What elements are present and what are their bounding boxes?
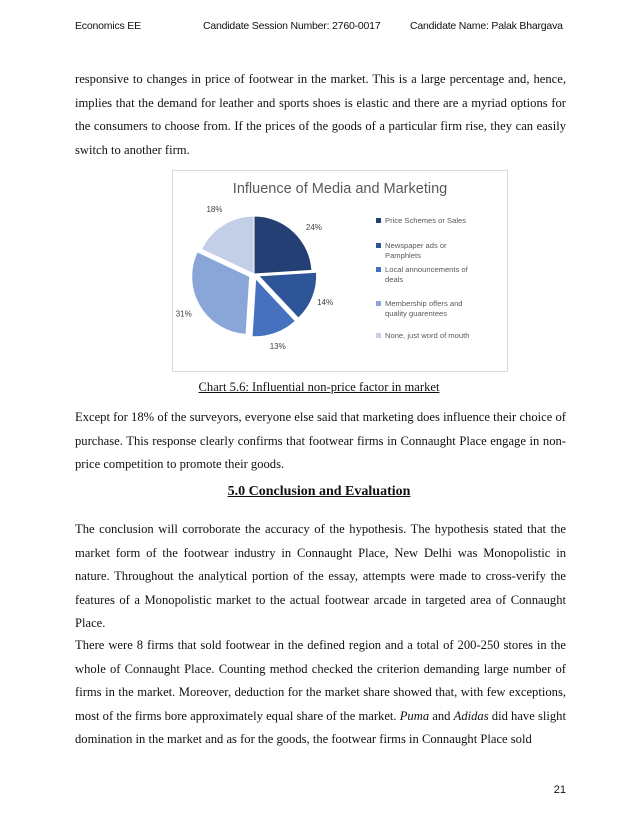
header-center: Candidate Session Number: 2760-0017 [203,20,381,32]
legend-label: Price Schemes or Sales [385,216,467,225]
legend-swatch [376,218,381,223]
brand-adidas: Adidas [453,708,489,723]
paragraph-4-text-a: There were 8 firms that sold footwear in the defined region and a total of 200-250 stores in the whole of Connaught Place. Counting method checked the criterion demanding large number of firms in the market. Moreover, deduction for the market share showed that, with few exceptions, most of the firms bore approximately equal share of the market. [75,638,566,723]
chart-container [172,170,508,372]
pie-data-label: 31% [175,309,192,319]
legend-label: Local announcements of [385,265,468,274]
paragraph-1: responsive to changes in price of footwear in the market. This is a large percentage and, hence, implies that the demand for leather and sports shoes is elastic and there are a myriad options for the consumers to choose from. If the prices of the goods of a particular firm rise, they can easily switch to another firm. [75,72,566,157]
pie-data-label: 18% [206,204,223,214]
legend-label: None, just word of mouth [385,331,470,340]
paragraph-4 [75,634,566,752]
legend-label: quality guarentees [385,309,448,318]
pie-data-label: 24% [305,222,322,232]
paragraph-3: The conclusion will corroborate the accuracy of the hypothesis. The hypothesis stated that the market form of the footwear industry in Connaught Place, New Delhi was Monopolistic in nature. Throughout the analytical portion of the essay, attempts were made to cross-verify the features of a Monopolistic market to the actual footwear arcade in targeted area of Connaught Place. [75,522,566,630]
paragraph-2: Except for 18% of the surveyors, everyone else said that marketing does influence their choice of purchase. This response clearly confirms that footwear firms in Connaught Place engage in non-price competition to promote their goods. [75,410,566,471]
pie-data-label: 14% [317,297,334,307]
pie-data-label: 13% [269,341,286,351]
legend-swatch [376,243,381,248]
chart-caption: Chart 5.6: Influential non-price factor in market [198,380,440,394]
header-right: Candidate Name: Palak Bhargava [410,20,563,32]
legend-label: Membership offers and [385,299,463,308]
page-number: 21 [553,784,566,796]
paragraph-4-and: and [429,708,454,723]
pie-slice [254,216,312,274]
paragraph-4-text-b: did have slight domination in the market and as for the goods, the footwear firms in Connaught Place sold [75,708,566,746]
legend-swatch [376,301,381,306]
legend-label: Pamphlets [385,251,421,260]
header-left: Economics EE [75,20,141,32]
legend-swatch [376,267,381,272]
legend-swatch [376,333,381,338]
section-heading: 5.0 Conclusion and Evaluation [227,484,411,499]
brand-puma: Puma [399,708,430,723]
chart-title: Influence of Media and Marketing [232,181,448,197]
legend-label: deals [385,275,404,284]
legend-label: Newspaper ads or [385,241,447,250]
pie-chart [173,171,507,371]
